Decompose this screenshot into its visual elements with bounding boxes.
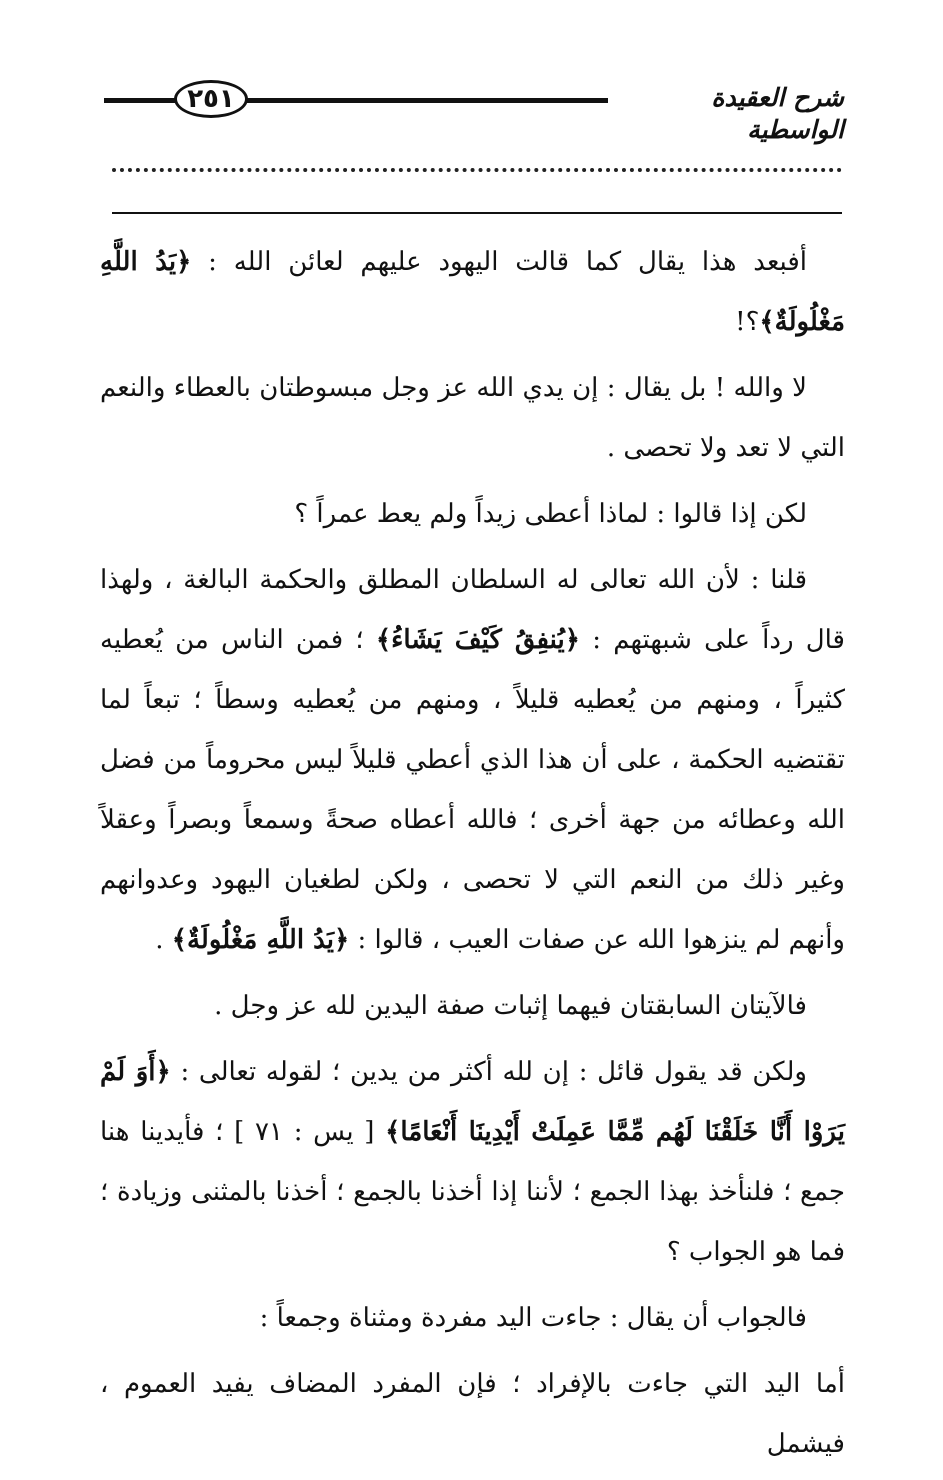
text-run: قلنا : لأن الله تعالى له السلطان المطلق والحكمة البالغة ، ولهذا قال رداً على شبهتهم :	[100, 565, 845, 655]
page-body	[100, 232, 845, 1480]
text-run: فالآيتان السابقتان فيهما إثبات صفة اليدين لله عز وجل .	[214, 991, 807, 1021]
paragraph	[100, 550, 845, 970]
book-title: شرح العقيدة الواسطية	[711, 83, 844, 144]
paragraph	[100, 358, 845, 478]
quran-verse: ﴿يَدُ اللَّهِ مَغْلُولَةٌ﴾	[171, 925, 350, 955]
page-number: ٢٥١	[174, 80, 248, 118]
quran-verse: ﴿يُنفِقُ كَيْفَ يَشَاءُ﴾	[375, 625, 580, 655]
header-rule-middle	[246, 98, 608, 103]
header-rule-left	[104, 98, 176, 103]
text-run: لكن إذا قالوا : لماذا أعطى زيداً ولم يعط عمراً ؟	[294, 499, 807, 529]
quran-verse: ﴿يَدُ اللَّهِ مَغْلُولَةٌ﴾	[100, 247, 845, 337]
dotted-separator	[112, 168, 842, 172]
paragraph	[100, 1042, 845, 1282]
text-run: .	[155, 925, 172, 955]
text-run: أفبعد هذا يقال كما قالت اليهود عليهم لعائن الله :	[191, 247, 807, 277]
page-header	[104, 78, 844, 144]
paragraph	[100, 1288, 845, 1348]
text-run: [ يس : ٧١ ] ؛ فأيدينا هنا جمع ؛ فلنأخذ بهذا الجمع ؛ لأننا إذا أخذنا بالجمع ؛ أخذنا بالمثنى وزيادة ؛ فما هو الجواب ؟	[100, 1117, 845, 1267]
quran-verse: ﴿أَوَ لَمْ يَرَوْا أَنَّا خَلَقْنَا لَهُم مِّمَّا عَمِلَتْ أَيْدِينَا أَنْعَامًا﴾	[100, 1057, 845, 1147]
text-run: ولكن قد يقول قائل : إن لله أكثر من يدين ؛ لقوله تعالى :	[170, 1057, 807, 1087]
paragraph	[100, 484, 845, 544]
paragraph	[100, 976, 845, 1036]
paragraph	[100, 1354, 845, 1474]
text-run: لا والله ! بل يقال : إن يدي الله عز وجل مبسوطتان بالعطاء والنعم التي لا تعد ولا تحصى .	[100, 373, 845, 463]
paragraph	[100, 232, 845, 352]
text-run: ؛ فمن الناس من يُعطيه كثيراً ، ومنهم من يُعطيه قليلاً ، ومنهم من يُعطيه وسطاً ؛ تبعاً لما تقتضيه الحكمة ، على أن هذا الذي أعطي قليلاً ليس محروماً من فضل الله وعطائه من جهة أخرى ؛ فالله أعطاه صحةً وسمعاً وبصراً وعقلاً وغير ذلك من النعم التي لا تحصى ، ولكن لطغيان اليهود وعدوانهم وأنهم لم ينزهوا الله عن صفات العيب ، قالوا :	[100, 625, 845, 955]
text-run: أما اليد التي جاءت بالإفراد ؛ فإن المفرد المضاف يفيد العموم ، فيشمل	[100, 1369, 846, 1459]
text-run: فالجواب أن يقال : جاءت اليد مفردة ومثناة وجمعاً :	[259, 1303, 807, 1333]
text-run: ؟!	[735, 307, 760, 337]
solid-separator	[112, 212, 842, 214]
